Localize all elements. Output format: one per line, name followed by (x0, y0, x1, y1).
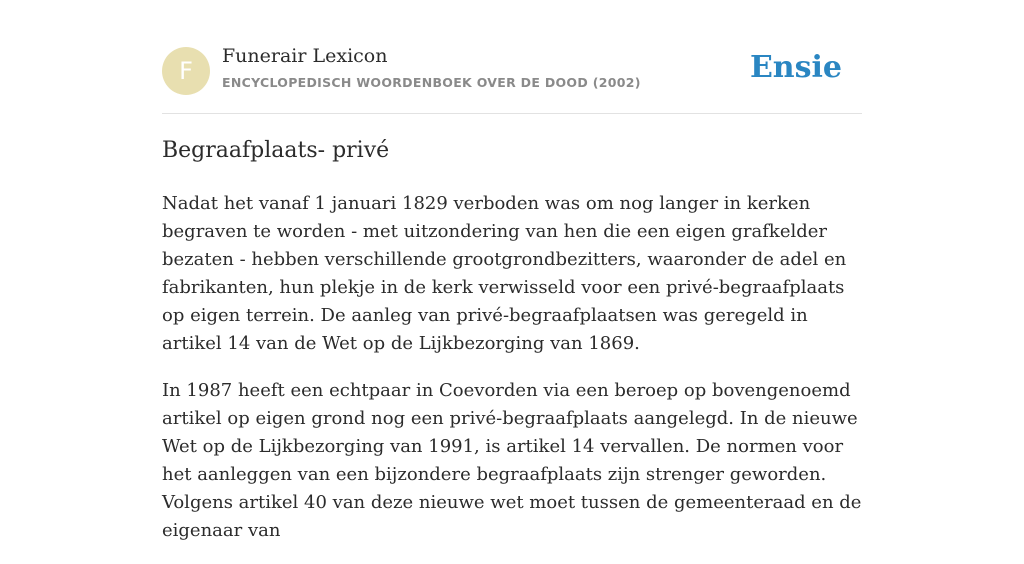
source-avatar[interactable]: F (162, 47, 210, 95)
source-subtitle: ENCYCLOPEDISCH WOORDENBOEK OVER DE DOOD (2002) (222, 75, 641, 90)
entry-paragraph: In 1987 heeft een echtpaar in Coevorden via een beroep op bovengenoemd artikel op eigen grond nog een privé-begraafplaats aangelegd. In de nieuwe Wet op de Lijkbezorging van 1991, is artikel 14 vervallen. De normen voor het aanleggen van een bijzondere begraafplaats zijn strenger geworden. Volgens artikel 40 van deze nieuwe wet moet tussen de gemeenteraad en de eigenaar van (162, 380, 862, 541)
brand-logo-link[interactable]: Ensie (749, 50, 842, 85)
source-title[interactable]: Funerair Lexicon (222, 45, 388, 67)
entry-body (162, 190, 862, 564)
source-header (162, 0, 862, 114)
page (162, 0, 862, 541)
entry-title: Begraafplaats- privé (162, 138, 390, 163)
entry-paragraph: Nadat het vanaf 1 januari 1829 verboden was om nog langer in kerken begraven te worden - met uitzondering van hen die een eigen grafkelder bezaten - hebben verschillende grootgrondbezitters, waaronder de adel en fabrikanten, hun plekje in de kerk verwisseld voor een privé-begraafplaats op eigen terrein. De aanleg van privé-begraafplaatsen was geregeld in artikel 14 van de Wet op de Lijkbezorging van 1869. (162, 193, 847, 354)
